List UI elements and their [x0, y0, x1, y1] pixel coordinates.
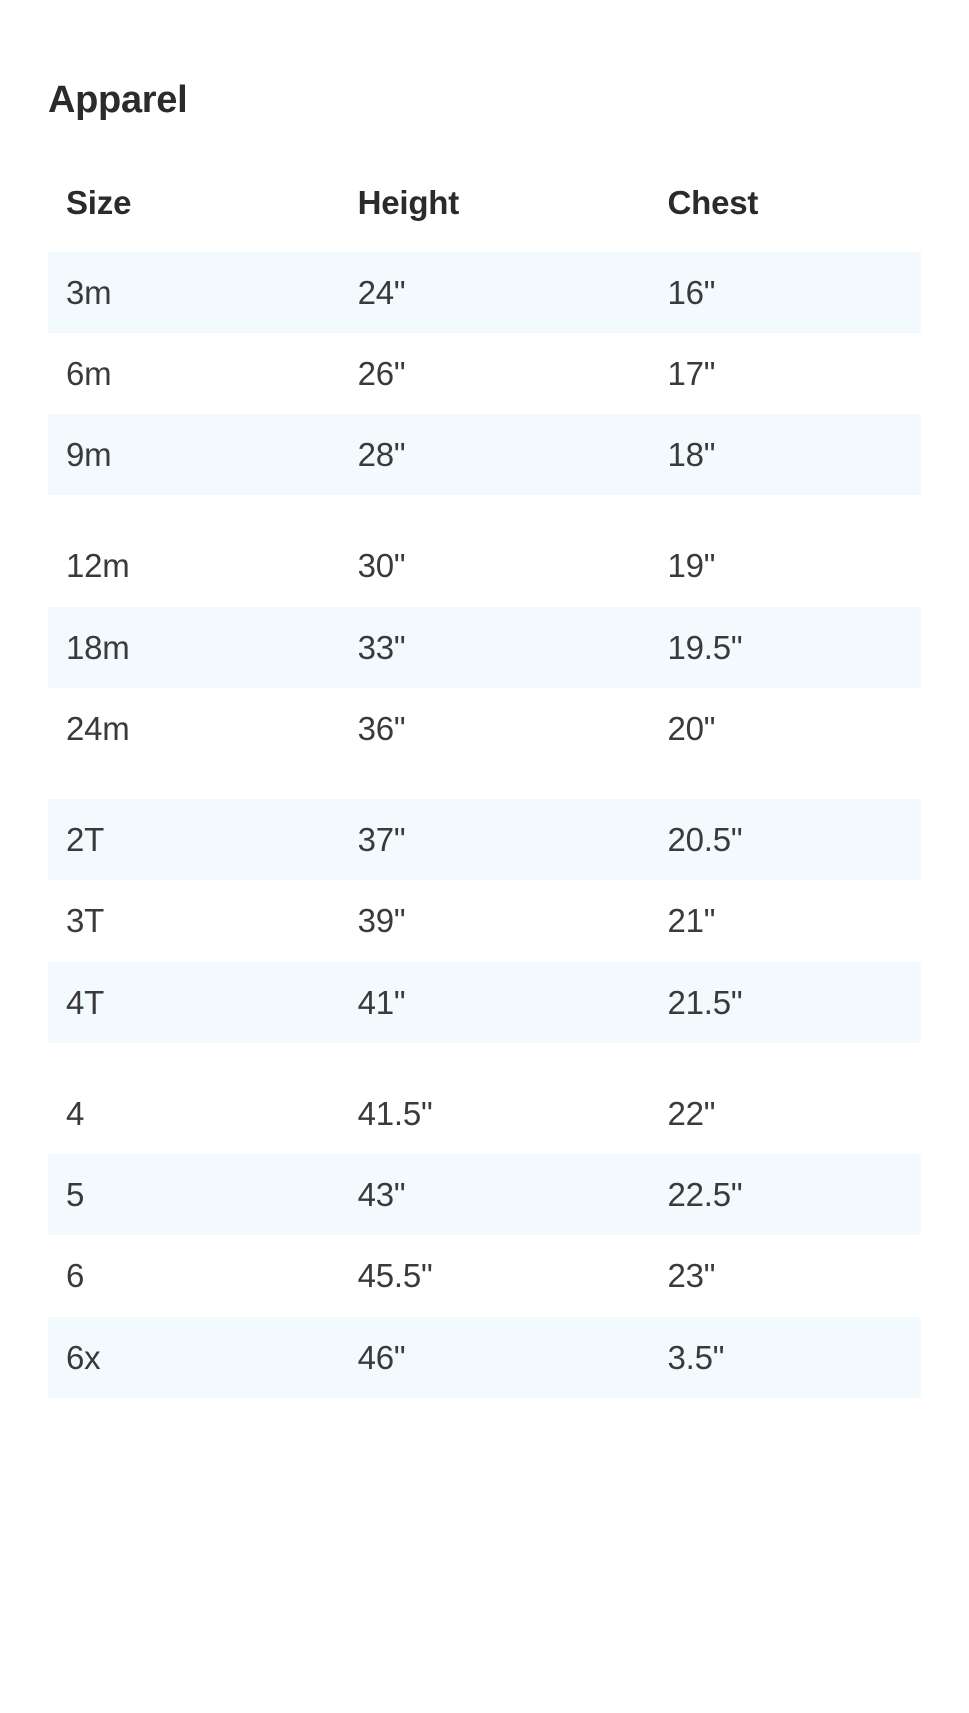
table-row — [48, 1235, 921, 1316]
table-header — [48, 184, 921, 252]
cell-height: 39" — [357, 902, 406, 940]
column-header-height: Height — [357, 183, 460, 221]
cell-chest: 19.5" — [649, 607, 921, 688]
table-row — [48, 799, 921, 880]
cell-chest: 23" — [667, 1257, 716, 1295]
cell-height: 37" — [340, 799, 650, 880]
table-row — [48, 607, 921, 688]
table-group-spacer — [48, 769, 921, 799]
cell-chest: 16" — [649, 252, 921, 333]
table-row — [48, 525, 921, 606]
cell-size: 9m — [48, 414, 340, 495]
cell-height: 45.5" — [357, 1257, 433, 1295]
cell-chest: 21" — [667, 902, 716, 940]
cell-chest: 19" — [667, 547, 716, 585]
cell-size: 3m — [48, 252, 340, 333]
table-row — [48, 880, 921, 961]
table-group-spacer-cell — [48, 1043, 921, 1073]
cell-size: 12m — [66, 547, 130, 585]
cell-height: 46" — [340, 1317, 650, 1398]
table-group-spacer — [48, 1043, 921, 1073]
cell-height: 43" — [340, 1154, 650, 1235]
cell-height: 30" — [357, 547, 406, 585]
table-body — [48, 252, 921, 1398]
cell-size: 3T — [66, 902, 105, 940]
page-title: Apparel — [48, 79, 188, 121]
table-row — [48, 962, 921, 1043]
cell-chest: 3.5" — [649, 1317, 921, 1398]
cell-chest: 22" — [667, 1094, 716, 1132]
cell-size: 6m — [66, 354, 112, 392]
cell-height: 28" — [340, 414, 650, 495]
cell-height: 41.5" — [357, 1094, 433, 1132]
cell-chest: 21.5" — [649, 962, 921, 1043]
cell-size: 4T — [48, 962, 340, 1043]
cell-height: 33" — [340, 607, 650, 688]
table-row — [48, 1154, 921, 1235]
table-group-spacer-cell — [48, 495, 921, 525]
cell-size: 5 — [48, 1154, 340, 1235]
table-row — [48, 1317, 921, 1398]
cell-size: 6 — [66, 1257, 85, 1295]
cell-size: 18m — [48, 607, 340, 688]
table-row — [48, 1073, 921, 1154]
cell-height: 41" — [340, 962, 650, 1043]
cell-size: 6x — [48, 1317, 340, 1398]
cell-size: 4 — [66, 1094, 85, 1132]
cell-chest: 17" — [667, 354, 716, 392]
cell-size: 24m — [66, 709, 130, 747]
cell-size: 2T — [48, 799, 340, 880]
cell-height: 36" — [357, 709, 406, 747]
table-group-spacer — [48, 495, 921, 525]
column-header-chest: Chest — [667, 183, 759, 221]
size-chart-table — [48, 184, 921, 1398]
column-header-size: Size — [66, 183, 132, 221]
cell-height: 26" — [357, 354, 406, 392]
cell-chest: 20" — [667, 709, 716, 747]
table-header-row — [48, 184, 921, 252]
cell-chest: 18" — [649, 414, 921, 495]
table-group-spacer-cell — [48, 769, 921, 799]
table-row — [48, 688, 921, 769]
cell-chest: 20.5" — [649, 799, 921, 880]
cell-height: 24" — [340, 252, 650, 333]
table-row — [48, 333, 921, 414]
cell-chest: 22.5" — [649, 1154, 921, 1235]
table-row — [48, 252, 921, 333]
table-row — [48, 414, 921, 495]
